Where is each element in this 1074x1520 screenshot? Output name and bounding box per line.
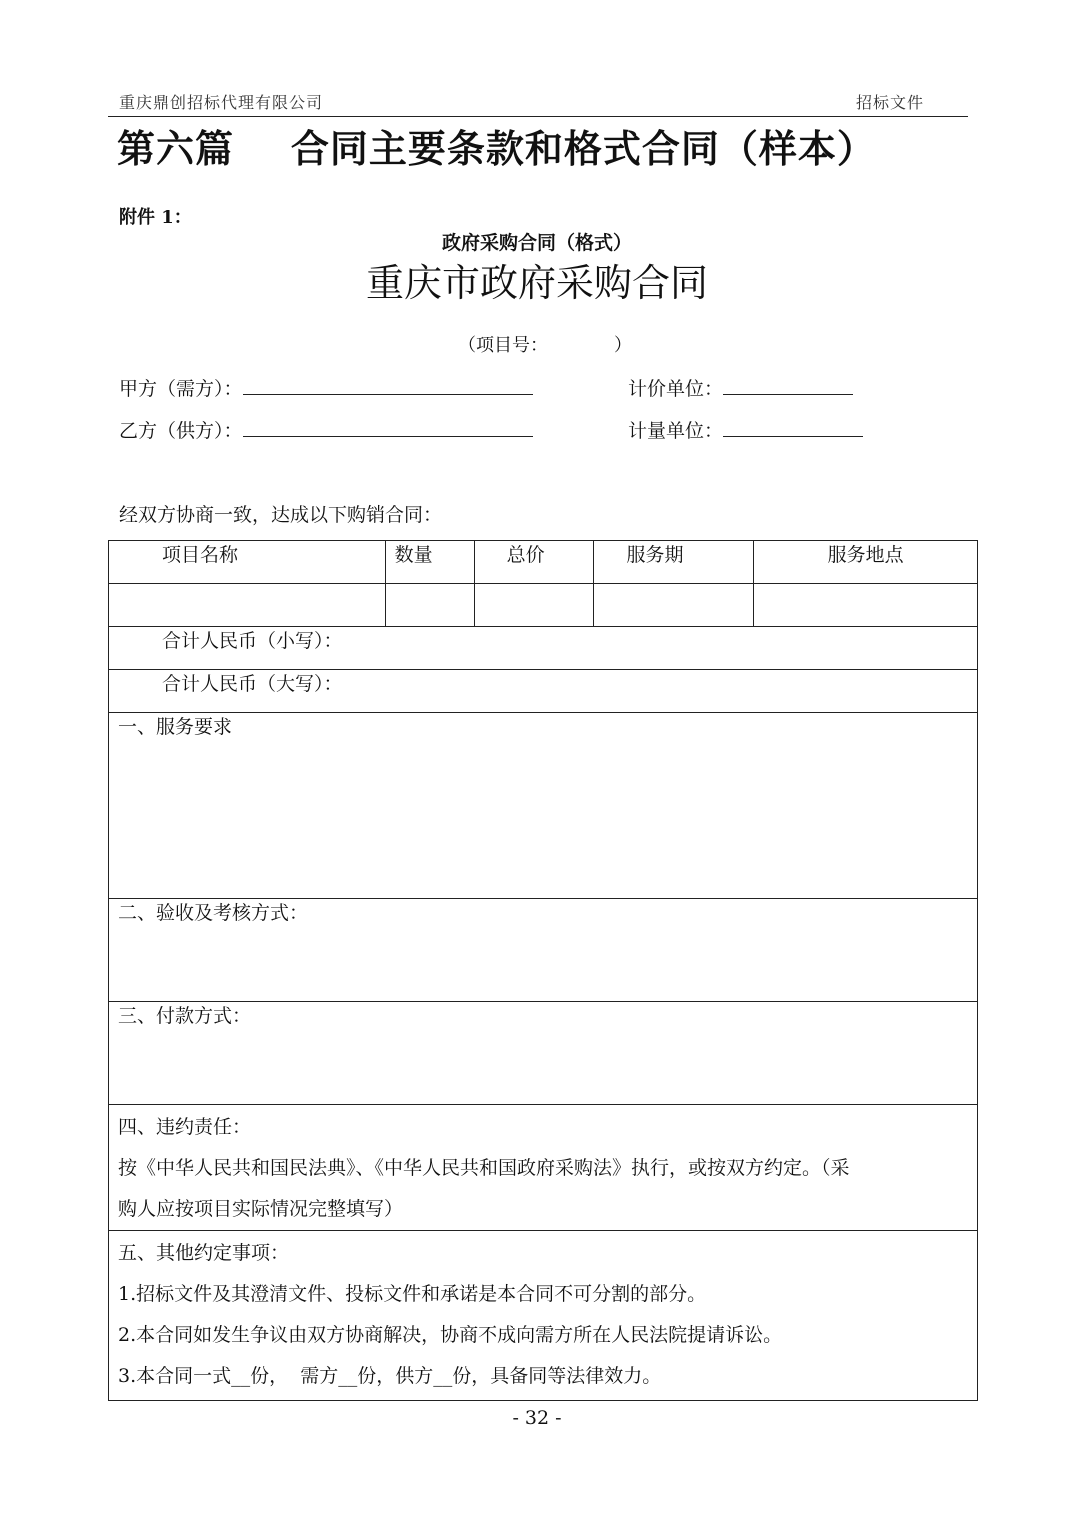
party-b-blank[interactable]: [243, 418, 533, 437]
cell-total-price[interactable]: [474, 584, 594, 627]
breach-title: 四、违约责任：: [118, 1116, 252, 1138]
header-divider: [108, 116, 968, 117]
cell-service-location[interactable]: [754, 584, 978, 627]
party-b-row: [119, 416, 533, 443]
header-company: 重庆鼎创招标代理有限公司: [119, 93, 324, 112]
chapter-title: 第六篇 合同主要条款和格式合同（样本）: [117, 126, 876, 171]
project-number-line: [458, 331, 632, 357]
breach-section: [109, 1105, 978, 1231]
header-service-period: 服务期: [594, 541, 754, 584]
cell-quantity[interactable]: [385, 584, 474, 627]
acceptance-section: [109, 899, 978, 1002]
total-big-row: [109, 670, 978, 713]
measure-unit-label: 计量单位：: [628, 420, 724, 442]
price-unit-label: 计价单位：: [628, 378, 724, 400]
attachment-label: 附件 1：: [119, 207, 192, 228]
table-row: [109, 584, 978, 627]
contract-subtitle: 政府采购合同（格式）: [441, 232, 632, 254]
project-number-label: （项目号：: [458, 335, 548, 356]
page-number: - 32 -: [512, 1407, 562, 1429]
party-b-label: 乙方（供方）：: [119, 420, 243, 442]
other-section: [109, 1231, 978, 1401]
breach-line-1: 按《中华人民共和国民法典》、《中华人民共和国政府采购法》执行，或按双方约定。（采: [118, 1157, 850, 1179]
header-quantity: 数量: [385, 541, 474, 584]
service-section-title: 一、服务要求: [109, 713, 978, 899]
other-item-2: 2.本合同如发生争议由双方协商解决，协商不成向需方所在人民法院提请诉讼。: [118, 1324, 783, 1346]
other-item-3: 3.本合同一式__份， 需方__份，供方__份，具备同等法律效力。: [118, 1365, 662, 1387]
header-doc-type: 招标文件: [855, 93, 924, 112]
intro-text: 经双方协商一致，达成以下购销合同：: [119, 504, 443, 526]
project-number-close: ）: [614, 335, 632, 356]
header-service-location: 服务地点: [754, 541, 978, 584]
payment-section: [109, 1002, 978, 1105]
total-big-label: 合计人民币（大写）：: [109, 670, 978, 713]
contract-title: 重庆市政府采购合同: [365, 261, 708, 305]
total-small-label: 合计人民币（小写）：: [109, 627, 978, 670]
breach-section-cell: [109, 1105, 978, 1231]
cell-service-period[interactable]: [594, 584, 754, 627]
other-title: 五、其他约定事项：: [118, 1242, 290, 1264]
other-item-1: 1.招标文件及其澄清文件、投标文件和承诺是本合同不可分割的部分。: [118, 1283, 707, 1305]
acceptance-section-title: 二、验收及考核方式：: [109, 899, 978, 1002]
service-section: [109, 713, 978, 899]
payment-section-title: 三、付款方式：: [109, 1002, 978, 1105]
header-project-name: 项目名称: [109, 541, 386, 584]
table-header-row: [109, 541, 978, 584]
cell-project-name[interactable]: [109, 584, 386, 627]
contract-table: [108, 540, 978, 1401]
total-small-row: [109, 627, 978, 670]
header-total-price: 总价: [474, 541, 594, 584]
party-a-label: 甲方（需方）：: [119, 378, 243, 400]
price-unit-blank[interactable]: [723, 376, 853, 395]
party-a-blank[interactable]: [243, 376, 533, 395]
party-a-row: [119, 374, 533, 401]
breach-line-2: 购人应按项目实际情况完整填写）: [118, 1198, 404, 1220]
measure-unit-blank[interactable]: [723, 418, 863, 437]
price-unit-row: [628, 374, 853, 401]
other-section-cell: [109, 1231, 978, 1401]
measure-unit-row: [628, 416, 863, 443]
